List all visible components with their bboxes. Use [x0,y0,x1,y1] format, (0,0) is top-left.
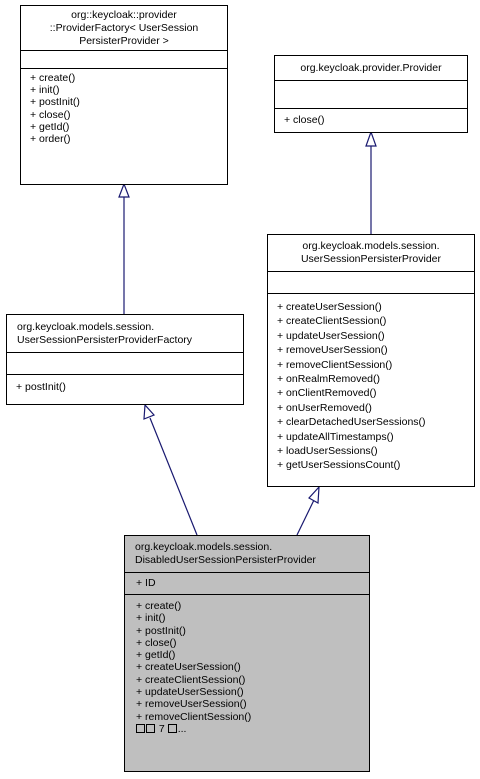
operation: + getId() [30,120,70,133]
operation: + createClientSession() [277,315,387,328]
operation: + getId() [136,649,176,662]
operations-compartment [275,108,467,130]
operation: + onRealmRemoved() [277,373,381,386]
operation: + postInit() [136,624,186,637]
class-title: org.keycloak.models.session. UserSessionPersisterProvider [300,240,442,265]
operation: + close() [284,114,325,126]
operations-compartment [7,374,243,397]
operation: + clearDetachedUserSessions() [277,416,426,429]
operation: + loadUserSessions() [277,445,378,458]
operation: + postInit() [16,381,66,393]
attribute: + ID [136,577,156,589]
class-persister-provider[interactable] [267,234,475,487]
operation: + removeClientSession() [277,358,393,371]
operation: + removeUserSession() [136,698,247,711]
operation: + createUserSession() [277,301,382,313]
missing-glyph-icon [136,724,145,733]
class-title: org.keycloak.models.session. UserSessionPersisterProviderFactory [17,321,193,346]
operation: + createUserSession() [136,661,241,674]
operation: + getUserSessionsCount() [277,459,401,472]
attributes-compartment [268,271,474,293]
arrowhead-provider [366,132,376,146]
operation: + updateUserSession() [277,329,385,342]
operation: + create() [136,600,182,612]
attributes-compartment [275,80,467,108]
arrowhead-persister-provider [309,487,319,503]
class-title: org::keycloak::provider ::ProviderFactory< UserSession PersisterProvider > [49,9,199,47]
attributes-compartment [21,50,227,68]
attributes-compartment [7,352,243,374]
class-provider-factory[interactable] [20,5,228,185]
class-title: org.keycloak.provider.Provider [300,62,442,74]
operations-compartment [21,68,227,149]
operation: + removeClientSession() [136,710,252,723]
arrowhead-persister-factory [144,405,154,419]
operation: + updateAllTimestamps() [277,430,394,443]
operation: + order() [30,133,71,146]
class-disabled-persister-provider[interactable] [124,535,370,772]
operation: + updateUserSession() [136,686,244,699]
operation: + create() [30,72,76,84]
class-title: org.keycloak.models.session. DisabledUserSessionPersisterProvider [135,541,316,566]
missing-glyph-icon [146,724,155,733]
arrowhead-provider-factory [119,184,129,197]
more-count: 7 [158,722,165,735]
edge-disabled-to-persister-factory [150,418,197,535]
class-provider[interactable] [274,55,468,133]
operation: + init() [30,84,60,97]
operation: + onUserRemoved() [277,401,372,414]
operations-compartment [125,594,369,739]
operation: + createClientSession() [136,673,246,686]
attributes-compartment [125,572,369,594]
operation: + init() [136,612,166,625]
class-persister-provider-factory[interactable] [6,314,244,405]
operation: + postInit() [30,96,80,109]
operations-compartment [268,293,474,477]
operation: + close() [136,636,177,649]
more-operations[interactable]: 7 ... [136,723,360,735]
operation: + onClientRemoved() [277,387,377,400]
operation: + close() [30,108,71,121]
missing-glyph-icon [168,724,177,733]
edge-disabled-to-persister-provider [297,500,314,535]
operation: + removeUserSession() [277,344,388,357]
